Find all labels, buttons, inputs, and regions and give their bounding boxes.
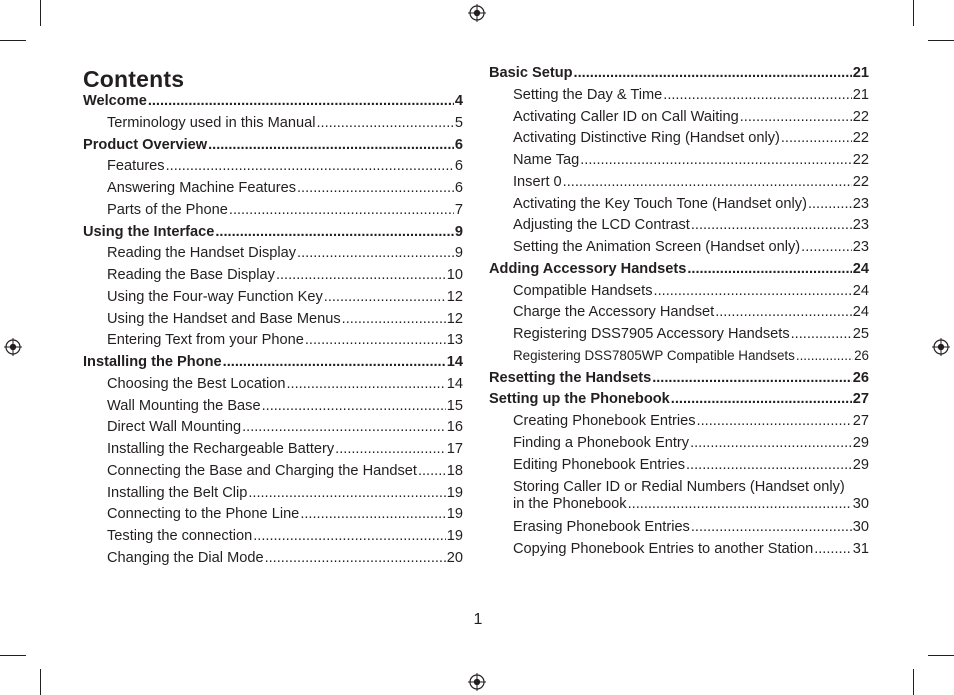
toc-page-number: 21 [852,65,869,81]
toc-entry-line [513,496,869,513]
toc-entry[interactable] [83,202,463,224]
toc-page-number: 15 [446,397,463,414]
toc-entry-title: Adjusting the LCD Contrast [513,217,690,234]
toc-entry-title: Answering Machine Features [107,180,296,196]
crop-mark [913,669,914,695]
crop-mark [913,0,914,26]
toc-entry-title: Adding Accessory Handsets [489,260,687,277]
toc-entry-title: Creating Phonebook Entries [513,413,696,429]
toc-entry-title: Terminology used in this Manual [107,114,316,131]
toc-entry-title: Welcome [83,93,147,109]
toc-entry-title: Editing Phonebook Entries [513,456,685,473]
toc-page-number: 14 [446,375,463,392]
toc-entry[interactable] [83,245,463,267]
toc-page-number: 27 [852,413,869,429]
toc-entry[interactable] [489,217,869,239]
toc-page-number: 26 [854,347,869,363]
registration-mark-icon [4,338,22,356]
toc-page-number: 6 [454,158,463,175]
toc-entry[interactable] [83,441,463,463]
dot-leader [654,283,852,299]
crop-mark [0,40,26,41]
toc-entry[interactable] [83,115,463,137]
toc-entry[interactable] [489,479,869,517]
toc-entry[interactable] [83,463,463,485]
toc-entry-title: Basic Setup [489,65,573,81]
toc-entry-title: Connecting the Base and Charging the Handset [107,462,417,479]
toc-entry-title: Erasing Phonebook Entries [513,519,690,536]
toc-entry[interactable] [83,506,463,528]
toc-page-number: 22 [852,108,869,125]
dot-leader [229,202,454,218]
toc-entry[interactable] [489,435,869,457]
crop-mark [40,669,41,695]
dot-leader [628,496,852,513]
dot-leader [300,506,445,522]
dot-leader [796,348,853,363]
toc-page-number: 22 [852,152,869,168]
toc-entry[interactable] [83,419,463,441]
toc-page-number: 20 [446,549,463,566]
dot-leader [715,304,852,320]
toc-page-number: 22 [852,173,869,190]
dot-leader [335,441,446,457]
dot-leader [671,391,852,407]
toc-page-number: 27 [852,391,869,408]
toc-page-number: 19 [446,528,463,544]
toc-entry[interactable] [83,180,463,202]
toc-entry[interactable] [83,158,463,180]
toc-entry-title: Setting the Animation Screen (Handset only) [513,239,801,255]
toc-page-number: 25 [852,326,869,342]
toc-entry[interactable] [83,332,463,354]
toc-page-number: 22 [852,130,869,147]
toc-page-number: 5 [454,114,463,131]
toc-page-number: 10 [446,267,463,283]
toc-page-number: 14 [446,354,463,370]
toc-entry-title: Features [107,158,165,175]
dot-leader [418,463,446,479]
toc-page-number: 12 [446,288,463,305]
crop-mark [0,655,26,656]
toc-entry-title: Reading the Handset Display [107,245,297,262]
toc-entry-title: Using the Interface [83,223,215,240]
toc-entry-title: Connecting to the Phone Line [107,506,300,523]
dot-leader [208,137,454,153]
dot-leader [242,419,446,435]
toc-page-number: 24 [852,282,869,299]
toc-entry-title: Activating Caller ID on Call Waiting [513,108,739,125]
toc-entry-title: Charge the Accessory Handset [513,304,715,321]
dot-leader [262,398,446,414]
toc-entry-title: Activating the Key Touch Tone (Handset only) [513,195,807,212]
toc-entry[interactable] [83,376,463,398]
toc-entry-title: Using the Four-way Function Key [107,288,323,305]
toc-entry[interactable] [489,239,869,261]
toc-left-column [83,93,463,572]
dot-leader [791,326,852,342]
toc-entry-title: Installing the Phone [83,354,222,370]
registration-mark-icon [468,673,486,691]
toc-section-entry[interactable] [489,261,869,283]
toc-entry[interactable] [489,348,869,370]
page-number: 1 [473,611,483,628]
dot-leader [342,311,446,327]
dot-leader [316,115,453,131]
toc-entry-title: Resetting the Handsets [489,369,652,386]
toc-page-number: 21 [852,86,869,103]
dot-leader [248,485,445,501]
toc-page-number: 9 [454,223,463,240]
toc-page-number: 30 [852,519,869,536]
toc-page-number: 19 [446,506,463,523]
dot-leader [253,528,446,544]
toc-entry-title: Parts of the Phone [107,201,228,218]
toc-entry[interactable] [83,311,463,333]
toc-entry-title: Testing the connection [107,528,253,544]
toc-entry-title: Reading the Base Display [107,267,275,283]
toc-entry-title: Registering DSS7905 Accessory Handsets [513,326,790,342]
toc-page-number: 30 [852,496,869,513]
dot-leader [305,332,446,348]
dot-leader [276,267,446,283]
toc-entry-title: Direct Wall Mounting [107,419,242,436]
toc-entry[interactable] [489,541,869,563]
dot-leader [686,457,852,473]
toc-page-number: 23 [852,239,869,255]
toc-right-column [489,65,869,563]
toc-entry[interactable] [489,283,869,305]
dot-leader [808,196,852,212]
toc-page-number: 24 [852,260,869,277]
toc-page-number: 29 [852,434,869,451]
dot-leader [148,93,454,109]
toc-page-number: 23 [852,217,869,234]
toc-page-number: 12 [446,310,463,327]
toc-entry[interactable] [83,289,463,311]
dot-leader [687,261,851,277]
dot-leader [287,376,446,392]
dot-leader [652,370,852,386]
dot-leader [663,87,852,103]
toc-entry-title: Setting the Day & Time [513,86,663,103]
page-title: Contents [83,66,185,92]
toc-entry[interactable] [489,304,869,326]
toc-entry-title: Setting up the Phonebook [489,391,670,408]
toc-entry[interactable] [83,528,463,550]
toc-entry[interactable] [489,174,869,196]
dot-leader [265,550,446,566]
toc-entry-title: Registering DSS7805WP Compatible Handsets [513,347,795,363]
toc-entry-title: Copying Phonebook Entries to another Station [513,541,814,557]
toc-entry-title: Storing Caller ID or Redial Numbers (Handset only) [513,479,845,496]
dot-leader [697,413,852,429]
crop-mark [40,0,41,26]
dot-leader [297,245,454,261]
toc-entry-title: Installing the Belt Clip [107,484,248,501]
registration-mark-icon [468,4,486,22]
dot-leader [223,354,446,370]
toc-entry-title: Insert 0 [513,173,562,190]
toc-entry[interactable] [489,326,869,348]
toc-entry[interactable] [489,457,869,479]
dot-leader [580,152,852,168]
toc-page-number: 6 [454,136,463,153]
toc-section-entry[interactable] [489,370,869,392]
dot-leader [690,435,852,451]
toc-entry-title: Activating Distinctive Ring (Handset only) [513,130,780,147]
toc-section-entry[interactable] [83,93,463,115]
toc-section-entry[interactable] [83,354,463,376]
toc-entry-title: Name Tag [513,152,580,168]
toc-entry[interactable] [489,87,869,109]
toc-entry[interactable] [489,196,869,218]
toc-entry-title: Using the Handset and Base Menus [107,310,341,327]
crop-mark [928,655,954,656]
toc-entry-title: Product Overview [83,136,208,153]
toc-entry[interactable] [489,413,869,435]
toc-page-number: 4 [454,93,463,109]
toc-entry-title: Installing the Rechargeable Battery [107,441,335,457]
toc-page-number: 23 [852,195,869,212]
crop-mark [928,40,954,41]
dot-leader [297,180,454,196]
toc-page-number: 31 [852,541,869,557]
toc-section-entry[interactable] [83,224,463,246]
dot-leader [324,289,446,305]
toc-entry[interactable] [489,519,869,541]
toc-entry-title: Choosing the Best Location [107,375,286,392]
toc-entry[interactable] [83,550,463,572]
dot-leader [740,109,852,125]
toc-page-number: 13 [446,332,463,349]
toc-page-number: 19 [446,484,463,501]
toc-page-number: 26 [852,369,869,386]
toc-page-number: 17 [446,441,463,457]
toc-entry-title: Compatible Handsets [513,282,653,299]
toc-entry-title: Entering Text from your Phone [107,332,304,349]
dot-leader [166,158,454,174]
toc-entry[interactable] [83,485,463,507]
dot-leader [691,519,852,535]
toc-section-entry[interactable] [489,65,869,87]
toc-entry[interactable] [83,267,463,289]
dot-leader [691,217,852,233]
toc-entry[interactable] [489,130,869,152]
toc-entry[interactable] [83,398,463,420]
toc-page-number: 18 [446,462,463,479]
dot-leader [801,239,852,255]
toc-entry-title: Finding a Phonebook Entry [513,434,690,451]
toc-entry-title: Changing the Dial Mode [107,549,264,566]
toc-section-entry[interactable] [489,391,869,413]
dot-leader [574,65,852,81]
toc-page-number: 29 [852,456,869,473]
toc-page-number: 16 [446,419,463,436]
toc-entry[interactable] [489,152,869,174]
registration-mark-icon [932,338,950,356]
toc-page-number: 6 [454,180,463,196]
toc-entry[interactable] [489,109,869,131]
toc-entry-title-continued: in the Phonebook [513,496,627,513]
toc-page-number: 24 [852,304,869,321]
dot-leader [215,224,454,240]
toc-page-number: 7 [454,201,463,218]
dot-leader [814,541,852,557]
toc-section-entry[interactable] [83,137,463,159]
toc-entry-title: Wall Mounting the Base [107,397,261,414]
dot-leader [563,174,852,190]
dot-leader [781,130,852,146]
toc-page-number: 9 [454,245,463,262]
